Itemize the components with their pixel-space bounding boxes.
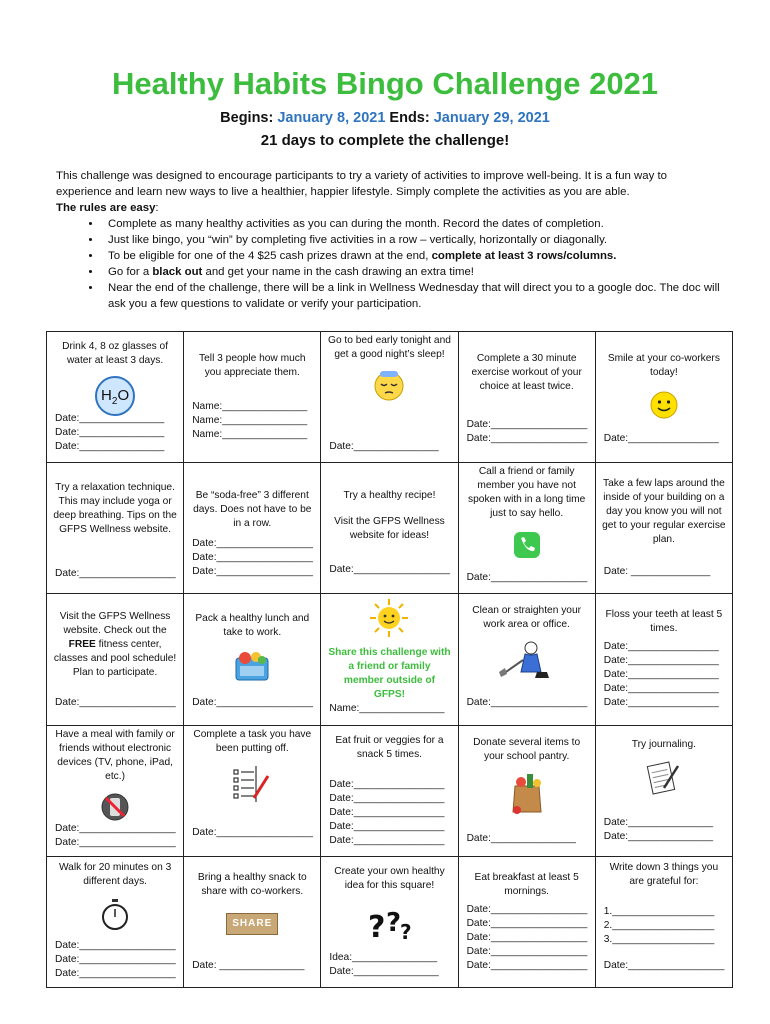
water-icon: $H_2O$ (95, 376, 135, 416)
bingo-square[interactable]: Walk for 20 minutes on 3 different days. Date:_________________ Date:_________________ Date:_________________ (47, 856, 184, 987)
bingo-square[interactable]: Eat fruit or veggies for a snack 5 times. Date:________________ Date:________________ Date:________________ Date:________________ Date:________________ (321, 725, 458, 856)
bingo-square[interactable]: Smile at your co-workers today! Date:________________ (595, 332, 732, 463)
ends-label: Ends: (389, 110, 430, 126)
grocery-bag-icon (509, 772, 545, 814)
bingo-square[interactable]: Call a friend or family member you have not spoken with in a long time just to say hello. Date:_________________ (458, 463, 595, 594)
bingo-square[interactable]: Complete a 30 minute exercise workout of your choice at least twice. Date:_________________ Date:_________________ (458, 332, 595, 463)
phone-icon (513, 531, 541, 559)
bingo-square[interactable]: Have a meal with family or friends without electronic devices (TV, phone, iPad, etc.) Date:_________________ Date:_________________ (47, 725, 184, 856)
bingo-square[interactable]: Donate several items to your school pantry. Date:_______________ (458, 725, 595, 856)
bingo-square[interactable]: Complete a task you have been putting off. Date:_________________ (184, 725, 321, 856)
rule-item: • Go for a black out and get your name in the cash drawing an extra time! (102, 264, 721, 280)
rules-list (56, 216, 721, 312)
begins-date: January 8, 2021 (277, 110, 386, 126)
sun-icon (369, 598, 409, 638)
bingo-square[interactable]: Share this challenge with a friend or family member outside of GFPS! Name:_______________ (321, 594, 458, 725)
bingo-square[interactable]: Go to bed early tonight and get a good night’s sleep! Date:_______________ (321, 332, 458, 463)
intro-paragraph: This challenge was designed to encourage participants to try a variety of activities to improve well-being. It is a fun way to experience and learn new ways to live a healthier, happier lifestyle. Simply complete the activities as you are able. (56, 170, 667, 198)
bingo-square[interactable]: Visit the GFPS Wellness website. Check out the FREE fitness center, classes and pool schedule! Plan to participate. Date:_________________ (47, 594, 184, 725)
sleeping-face-icon (372, 368, 406, 402)
intro-section (56, 168, 721, 312)
journal-icon (646, 760, 682, 796)
rule-item: • Complete as many healthy activities as you can during the month. Record the dates of completion. (102, 216, 721, 232)
bingo-square[interactable]: Floss your teeth at least 5 times. Date:________________ Date:________________ Date:________________ Date:________________ Date:________________ (595, 594, 732, 725)
page-title: Healthy Habits Bingo Challenge 2021 (111, 66, 659, 101)
rule-item: • Just like bingo, you “win” by completing five activities in a row – vertically, horizontally or diagonally. (102, 232, 721, 248)
page-subtitle: 21 days to complete the challenge! (260, 132, 510, 149)
bingo-square[interactable]: Pack a healthy lunch and take to work. Date:_________________ (184, 594, 321, 725)
smiley-face-icon (649, 390, 679, 420)
bingo-square[interactable]: Create your own healthy idea for this square! ? ? ? Idea:_______________ Date:_______________ (321, 856, 458, 987)
checklist-icon (232, 766, 272, 804)
bingo-grid (46, 331, 733, 988)
rule-item: • To be eligible for one of the 4 $25 cash prizes drawn at the end, complete at least 3 rows/columns. (102, 248, 721, 264)
ends-date: January 29, 2021 (433, 110, 550, 126)
no-phone-icon (100, 792, 130, 822)
cleaning-icon (497, 638, 557, 680)
bingo-square[interactable]: Try a healthy recipe! Visit the GFPS Wellness website for ideas! Date:_________________ (321, 463, 458, 594)
bingo-square[interactable]: Clean or straighten your work area or office. Date:_________________ (458, 594, 595, 725)
bingo-square[interactable]: Drink 4, 8 oz glasses of water at least 3 days. $H_2O$ Date:_______________ Date:_______________ Date:_______________ (47, 332, 184, 463)
rules-heading: The rules are easy: (56, 202, 159, 214)
stopwatch-icon (100, 899, 130, 931)
bingo-square[interactable]: Eat breakfast at least 5 mornings. Date:_________________ Date:_________________ Date:_________________ Date:_________________ Date:_________________ (458, 856, 595, 987)
bingo-square[interactable]: Try a relaxation technique. This may include yoga or deep breathing. Tips on the GFPS Wellness website. Date:_________________ (47, 463, 184, 594)
svg-text:?: ? (386, 907, 402, 938)
bingo-square[interactable]: Write down 3 things you are grateful for: 1.__________________ 2.__________________ 3.__________________ Date:_________________ (595, 856, 732, 987)
lunchbox-icon (234, 648, 270, 682)
rule-item: • Near the end of the challenge, there will be a link in Wellness Wednesday that will direct you to a google doc. The doc will ask you a few questions to validate or verify your participation. (102, 280, 721, 312)
question-marks-icon (366, 903, 412, 943)
svg-text:?: ? (368, 909, 386, 943)
bingo-square[interactable]: Tell 3 people how much you appreciate them. Name:_______________ Name:_______________ Name:_______________ (184, 332, 321, 463)
challenge-dates (0, 110, 770, 126)
svg-text:?: ? (400, 919, 413, 943)
begins-label: Begins: (220, 110, 274, 126)
bingo-square[interactable]: Bring a healthy snack to share with co-workers. SHARE Date: _______________ (184, 856, 321, 987)
bingo-square[interactable]: Take a few laps around the inside of your building on a day you know you will not get to your regular exercise plan. Date: ______________ (595, 463, 732, 594)
bingo-square[interactable]: Be “soda-free” 3 different days. Does not have to be in a row. Date:_________________ Date:_________________ Date:_________________ (184, 463, 321, 594)
share-icon: SHARE (226, 913, 278, 935)
bingo-square[interactable]: Try journaling. Date:_______________ Date:_______________ (595, 725, 732, 856)
